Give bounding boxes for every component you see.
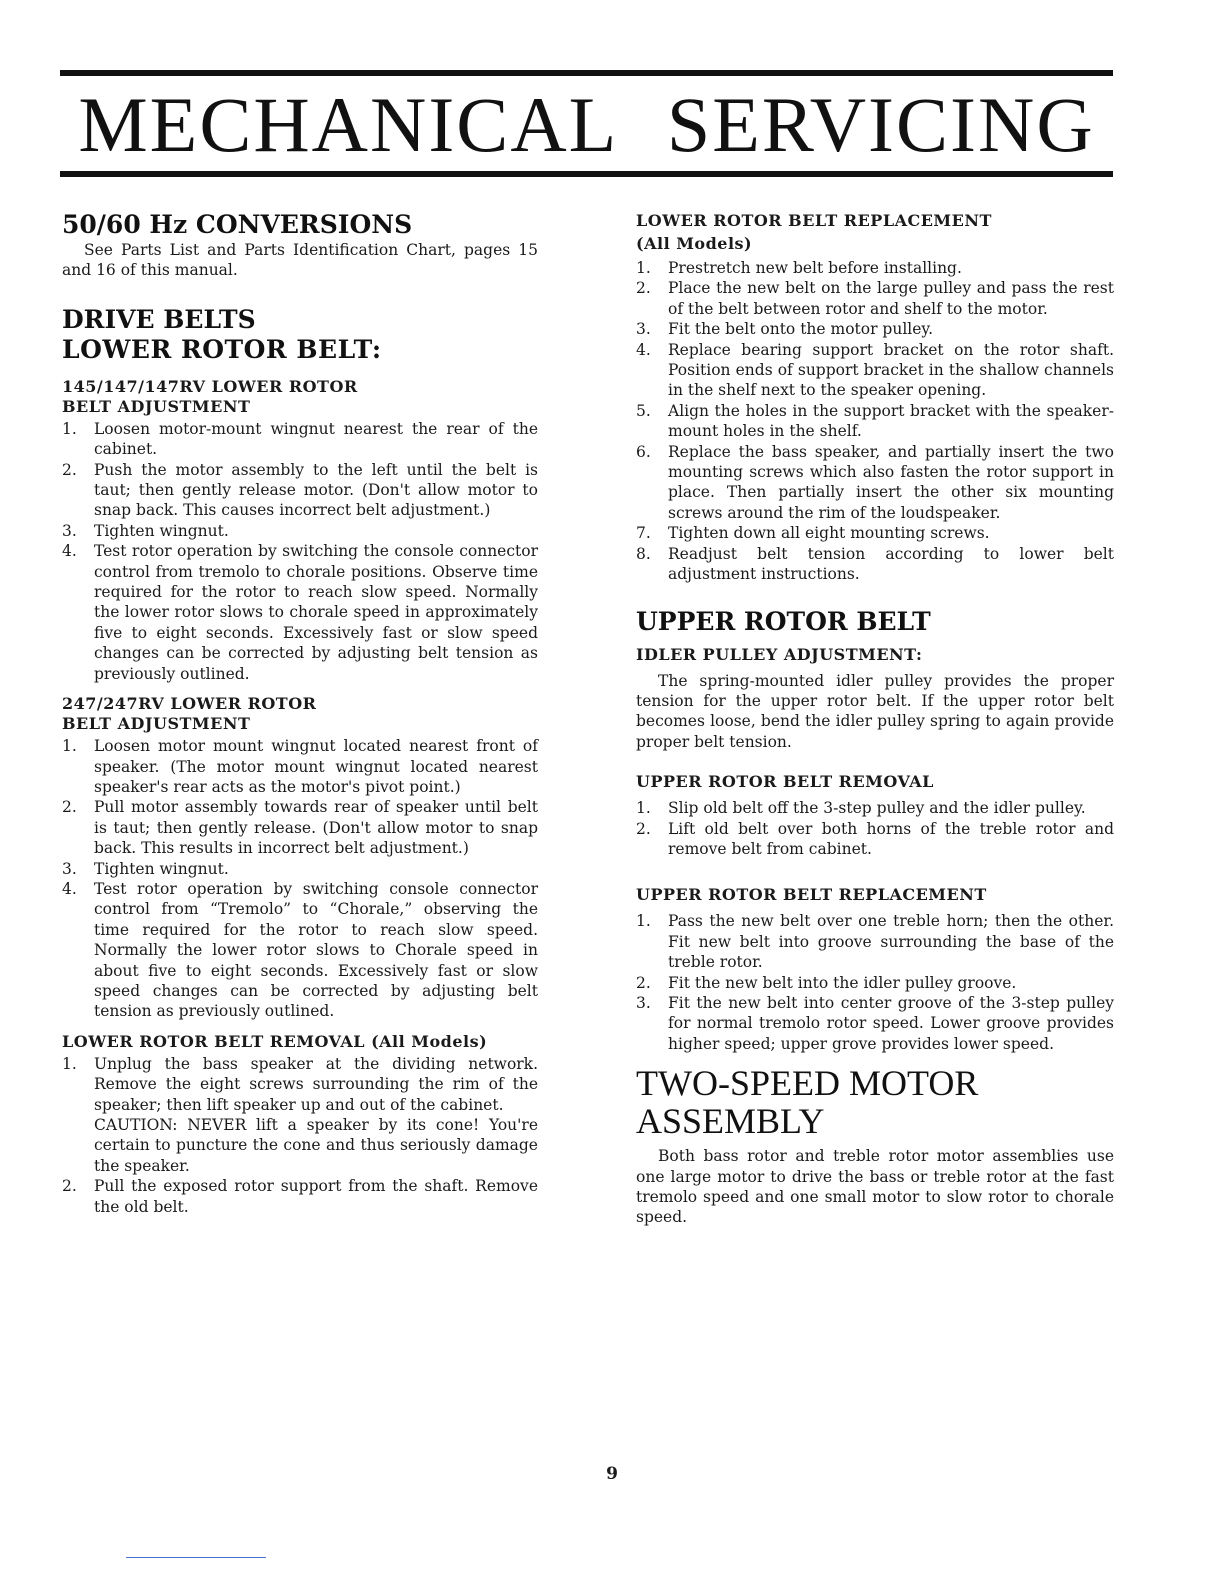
step-item <box>62 859 538 879</box>
step-text: Tighten wingnut. <box>94 859 229 878</box>
two-speed-motor-heading-line1: TWO-SPEED MOTOR <box>636 1063 979 1104</box>
step-item <box>636 993 1114 1054</box>
idler-pulley-text: The spring-mounted idler pulley provides the proper tension for the upper rotor belt. If the upper rotor belt becomes loose, bend the idler pulley spring to again provide proper belt tension. <box>636 671 1114 751</box>
step-text: Pull motor assembly towards rear of speaker until belt is taut; then gently release. (Don't allow motor to snap back. This results in incorrect belt adjustment.) <box>94 798 538 858</box>
step-text: Replace the bass speaker, and partially insert the two mounting screws which also fasten the rotor support in place. Then partially insert the other six mounting screws around the rim of the loudspeaker. <box>668 442 1114 522</box>
page-title: MECHANICAL SERVICING <box>78 81 1095 168</box>
step-text: Test rotor operation by switching console connector control from “Tremolo” to “Chorale,” observing the time required for the rotor to reach slow speed. Normally the lower rotor slows to Chorale speed in about five to eight seconds. Excessively fast or slow speed changes can be corrected by adjusting belt tension as previously outlined. <box>94 879 538 1021</box>
step-item <box>636 523 1114 543</box>
drive-belts-section <box>62 305 538 365</box>
adjustment-247-section <box>62 694 538 1022</box>
step-item <box>636 911 1114 972</box>
step-text: Replace bearing support bracket on the rotor shaft. Position ends of support bracket in the shallow channels in the shelf next to the speaker opening. <box>668 340 1114 400</box>
step-item <box>636 278 1114 319</box>
step-text: Align the holes in the support bracket with the speaker-mount holes in the shelf. <box>668 401 1114 441</box>
step-number: 2. <box>636 973 651 992</box>
step-text: Loosen motor-mount wingnut nearest the rear of the cabinet. <box>94 419 538 459</box>
step-text: Tighten down all eight mounting screws. <box>668 524 990 543</box>
adjustment-247-steps <box>62 736 538 1022</box>
step-item <box>62 736 538 797</box>
step-number: 3. <box>62 521 77 540</box>
lower-belt-removal-steps <box>62 1054 538 1217</box>
step-item <box>636 319 1114 339</box>
step-text: Loosen motor mount wingnut located nearest front of speaker. (The motor mount wingnut located nearest speaker's rear acts as the motor's pivot point.) <box>94 737 538 796</box>
step-text: Slip old belt off the 3-step pulley and the idler pulley. <box>668 799 1086 818</box>
step-number: 1. <box>62 1054 77 1073</box>
upper-belt-removal-section <box>636 772 1114 859</box>
lower-rotor-belt-heading: LOWER ROTOR BELT: <box>62 334 382 364</box>
step-number: 3. <box>62 859 77 878</box>
lower-belt-replacement-section <box>636 208 1114 585</box>
step-item <box>62 1176 538 1217</box>
step-item <box>62 797 538 858</box>
step-number: 3. <box>636 993 651 1012</box>
right-column <box>636 208 1114 1228</box>
left-column <box>62 210 538 1217</box>
step-number: 1. <box>62 419 77 438</box>
two-speed-motor-section <box>636 1064 1114 1228</box>
adjustment-145-heading-line1: 145/147/147RV LOWER ROTOR <box>62 376 358 396</box>
step-item <box>62 879 538 1022</box>
step-text: Place the new belt on the large pulley and pass the rest of the belt between rotor and shelf to the motor. <box>668 279 1114 318</box>
drive-belts-heading: DRIVE BELTS <box>62 304 256 334</box>
conversions-text: See Parts List and Parts Identification Chart, pages 15 and 16 of this manual. <box>62 241 538 280</box>
step-item <box>636 340 1114 401</box>
step-number: 2. <box>62 798 77 817</box>
two-speed-motor-text: Both bass rotor and treble rotor motor assemblies use one large motor to drive the bass or treble rotor at the fast tremolo speed and one small motor to slow rotor to chorale speed. <box>636 1147 1114 1227</box>
upper-belt-replacement-steps <box>636 911 1114 1054</box>
step-number: 5. <box>636 401 651 420</box>
adjustment-145-heading-line2: BELT ADJUSTMENT <box>62 396 251 416</box>
adjustment-145-section <box>62 377 538 684</box>
step-number: 2. <box>636 279 651 298</box>
step-item <box>636 258 1114 278</box>
adjustment-247-heading-line2: BELT ADJUSTMENT <box>62 714 251 734</box>
step-text: Fit the new belt into center groove of the 3-step pulley for normal tremolo rotor speed. Lower groove provides higher speed; upper grove provides lower speed. <box>668 993 1114 1053</box>
step-text: Prestretch new belt before installing. <box>668 259 962 277</box>
step-number: 3. <box>636 320 651 339</box>
step-number: 8. <box>636 544 651 563</box>
upper-belt-replacement-section <box>636 885 1114 1054</box>
lower-belt-removal-section <box>62 1032 538 1217</box>
step-item <box>62 419 538 460</box>
adjustment-145-steps <box>62 419 538 684</box>
step-text: Pull the exposed rotor support from the shaft. Remove the old belt. <box>94 1177 538 1216</box>
title-rule-top <box>60 70 1113 76</box>
conversions-heading: 50/60 Hz CONVERSIONS <box>62 210 413 239</box>
step-item <box>62 521 538 541</box>
step-text: Pass the new belt over one treble horn; then the other. Fit new belt into groove surrounding the base of the treble rotor. <box>668 912 1114 972</box>
step-number: 6. <box>636 442 651 461</box>
step-text: Fit the new belt into the idler pulley groove. <box>668 973 1017 992</box>
step-item <box>636 401 1114 442</box>
upper-belt-replacement-heading: UPPER ROTOR BELT REPLACEMENT <box>636 885 987 905</box>
step-number: 2. <box>62 460 77 479</box>
lower-belt-replacement-heading-line2: (All Models) <box>636 234 753 253</box>
step-number: 2. <box>636 819 651 838</box>
step-text: Test rotor operation by switching the console connector control from tremolo to chorale positions. Observe time required for the rotor to reach slow speed. Normally the lower rotor slows to chorale speed in approximately five to eight seconds. Excessively fast or slow speed changes can be corrected by adjusting belt tension as previously outlined. <box>94 542 538 683</box>
step-number: 2. <box>62 1177 77 1196</box>
upper-rotor-belt-heading: UPPER ROTOR BELT <box>636 606 931 636</box>
step-text: Tighten wingnut. <box>94 521 229 540</box>
step-item <box>62 1054 538 1176</box>
step-item <box>636 442 1114 524</box>
step-number: 4. <box>62 542 77 561</box>
two-speed-motor-heading-line2: ASSEMBLY <box>636 1101 825 1142</box>
upper-belt-removal-steps <box>636 798 1114 859</box>
step-item <box>636 798 1114 818</box>
step-number: 1. <box>636 912 651 931</box>
step-number: 1. <box>636 799 651 818</box>
upper-belt-removal-heading: UPPER ROTOR BELT REMOVAL <box>636 772 934 792</box>
conversions-section <box>62 210 538 281</box>
step-item <box>636 819 1114 860</box>
lower-belt-replacement-steps <box>636 258 1114 585</box>
step-number: 4. <box>62 879 77 898</box>
footer-line <box>126 1557 266 1558</box>
step-text: Fit the belt onto the motor pulley. <box>668 320 934 339</box>
title-rule-bottom <box>60 171 1113 177</box>
lower-belt-removal-heading: LOWER ROTOR BELT REMOVAL (All Models) <box>62 1031 488 1051</box>
step-number: 1. <box>636 259 651 277</box>
step-item <box>62 541 538 684</box>
step-text: Unplug the bass speaker at the dividing network. Remove the eight screws surrounding the rim of the speaker; then lift speaker up and out of the cabinet. <box>94 1054 538 1114</box>
page-number: 9 <box>606 1464 618 1484</box>
step-number: 7. <box>636 524 651 543</box>
adjustment-247-heading-line1: 247/247RV LOWER ROTOR <box>62 694 317 714</box>
step-item <box>636 544 1114 585</box>
step-item <box>636 973 1114 993</box>
step-text: Readjust belt tension according to lower belt adjustment instructions. <box>668 544 1114 584</box>
idler-pulley-heading: IDLER PULLEY ADJUSTMENT: <box>636 644 923 664</box>
upper-rotor-belt-section <box>636 607 1114 753</box>
step-item <box>62 460 538 521</box>
step-number: 4. <box>636 340 651 359</box>
step-text: Push the motor assembly to the left until the belt is taut; then gently release motor. (Don't allow motor to snap back. This causes incorrect belt adjustment.) <box>94 460 538 520</box>
caution-note: CAUTION: NEVER lift a speaker by its cone! You're certain to puncture the cone and thus seriously damage the speaker. <box>94 1116 538 1175</box>
step-text: Lift old belt over both horns of the treble rotor and remove belt from cabinet. <box>668 819 1114 858</box>
step-number: 1. <box>62 737 77 756</box>
lower-belt-replacement-heading-line1: LOWER ROTOR BELT REPLACEMENT <box>636 211 992 230</box>
